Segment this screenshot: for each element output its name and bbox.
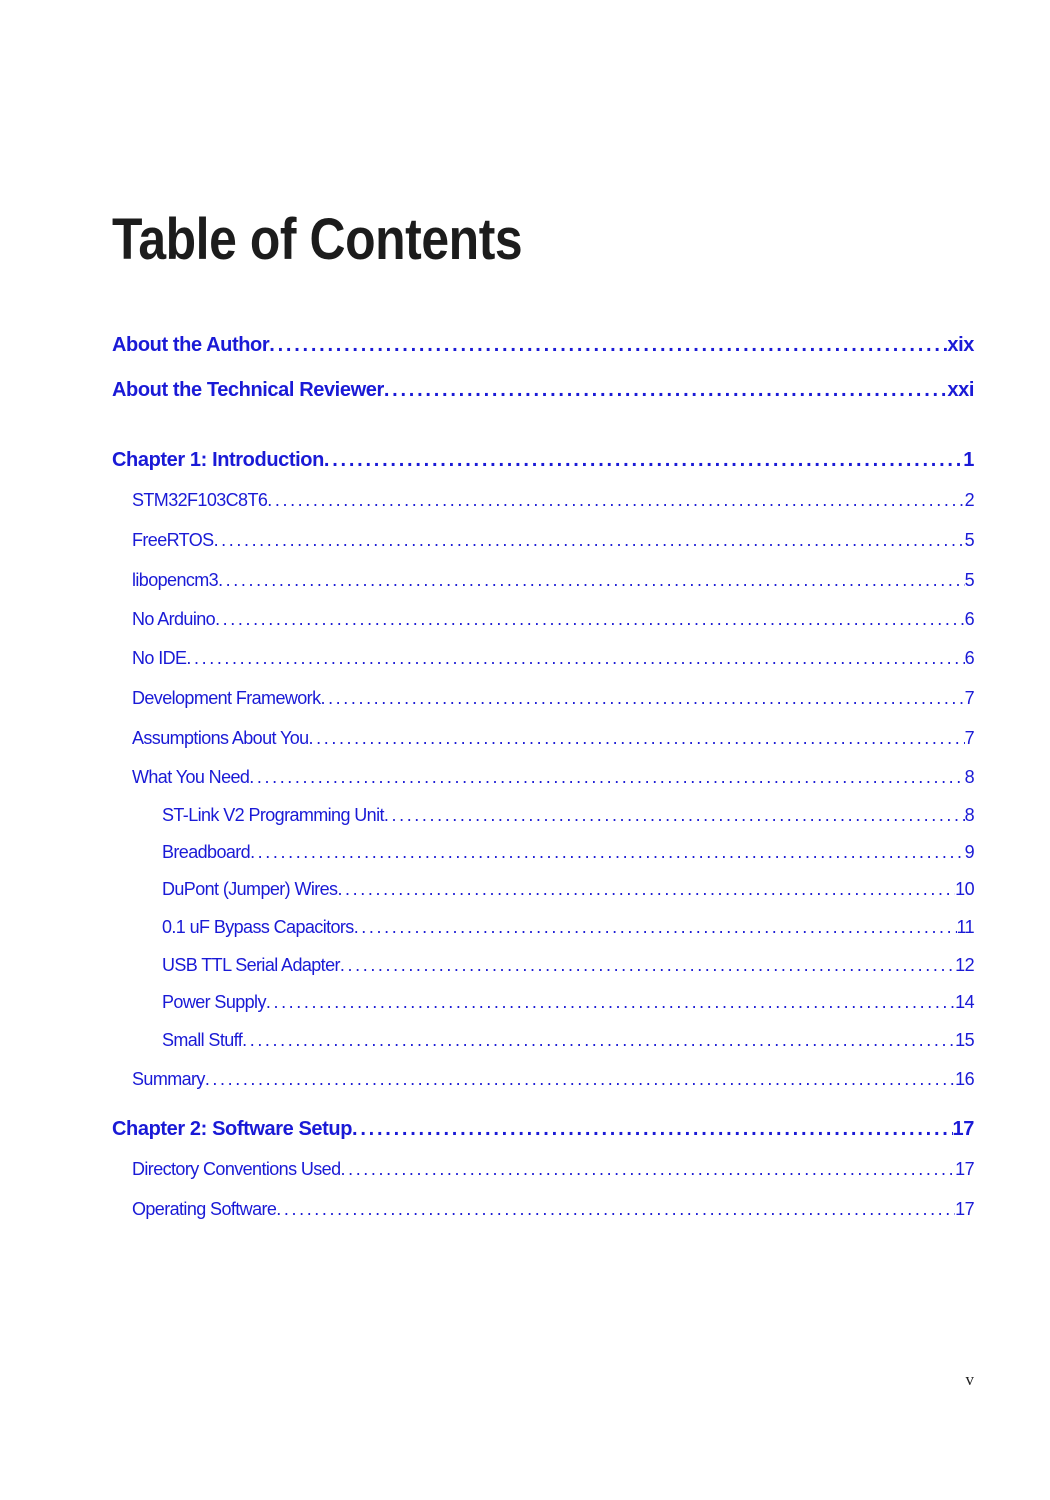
dot-leader (266, 990, 955, 1014)
toc-entry-page: 8 (964, 805, 974, 825)
toc-entry-label: FreeRTOS (132, 530, 214, 550)
toc-entry-page: 16 (955, 1069, 974, 1089)
toc-entry-bypass-capacitors[interactable] (162, 915, 974, 939)
toc-entry-label: DuPont (Jumper) Wires (162, 879, 338, 899)
dot-leader (324, 447, 963, 473)
toc-entry-page: 15 (955, 1030, 974, 1050)
dot-leader (276, 1197, 955, 1221)
toc-entry-label: libopencm3 (132, 570, 219, 590)
dot-leader (267, 488, 964, 512)
toc-entry-label: Chapter 2: Software Setup (112, 1118, 353, 1140)
toc-entry-label: What You Need (132, 767, 250, 787)
toc-entry-small-stuff[interactable] (162, 1028, 974, 1052)
toc-entry-label: About the Author (112, 334, 270, 356)
toc-entry-label: About the Technical Reviewer (112, 379, 384, 401)
toc-entry-page: 1 (963, 449, 974, 471)
toc-entry-stm32f103c8t6[interactable] (132, 488, 974, 512)
toc-entry-chapter-1[interactable] (112, 447, 974, 473)
toc-entry-assumptions-about-you[interactable] (132, 726, 974, 750)
toc-entry-label: Power Supply (162, 992, 266, 1012)
toc-entry-freertos[interactable] (132, 528, 974, 552)
toc-entry-label: Chapter 1: Introduction (112, 449, 324, 471)
toc-entry-what-you-need[interactable] (132, 765, 974, 789)
dot-leader (340, 953, 955, 977)
dot-leader (337, 877, 955, 901)
dot-leader (215, 607, 965, 631)
dot-leader (341, 1157, 956, 1181)
toc-entry-label: No Arduino (132, 609, 216, 629)
dot-leader (384, 377, 948, 403)
toc-entry-page: 11 (956, 917, 974, 937)
dot-leader (352, 1116, 953, 1142)
page-number: v (965, 1370, 974, 1389)
toc-entry-page: 17 (955, 1159, 974, 1179)
toc-entry-label: STM32F103C8T6 (132, 490, 268, 510)
dot-leader (320, 686, 964, 710)
toc-entry-label: Operating Software (132, 1199, 277, 1219)
toc-entry-label: Small Stuff (162, 1030, 243, 1050)
toc-entry-label: Breadboard (162, 842, 251, 862)
toc-entry-page: 6 (964, 648, 974, 668)
toc-entry-breadboard[interactable] (162, 840, 974, 864)
toc-entry-about-the-author[interactable] (112, 332, 974, 358)
toc-entry-label: Summary (132, 1069, 205, 1089)
toc-entry-page: 9 (964, 842, 974, 862)
toc-entry-power-supply[interactable] (162, 990, 974, 1014)
toc-entry-directory-conventions-used[interactable] (132, 1157, 974, 1181)
toc-entry-page: xix (947, 334, 974, 356)
dot-leader (354, 915, 957, 939)
toc-entry-page: 14 (955, 992, 974, 1012)
dot-leader (249, 765, 964, 789)
dot-leader (269, 332, 947, 358)
toc-entry-page: 17 (952, 1118, 974, 1140)
page-title: Table of Contents (112, 207, 523, 272)
toc-entry-label: USB TTL Serial Adapter (162, 955, 340, 975)
dot-leader (250, 840, 965, 864)
toc-entry-no-ide[interactable] (132, 646, 974, 670)
toc-entry-usb-ttl-serial-adapter[interactable] (162, 953, 974, 977)
dot-leader (186, 646, 964, 670)
toc-entry-label: Directory Conventions Used (132, 1159, 341, 1179)
dot-leader (218, 568, 965, 592)
toc-entry-label: Assumptions About You (132, 728, 309, 748)
toc-entry-page: 10 (955, 879, 974, 899)
toc-entry-page: 8 (964, 767, 974, 787)
toc-entry-page: 12 (955, 955, 974, 975)
toc-entry-chapter-2[interactable] (112, 1116, 974, 1142)
toc-entry-page: 5 (964, 570, 974, 590)
toc-entry-dupont-wires[interactable] (162, 877, 974, 901)
toc-entry-page: 2 (964, 490, 974, 510)
toc-entry-summary[interactable] (132, 1067, 974, 1091)
toc-entry-label: Development Framework (132, 688, 321, 708)
dot-leader (214, 528, 965, 552)
toc-entry-page: 7 (964, 728, 974, 748)
toc-entry-no-arduino[interactable] (132, 607, 974, 631)
toc-entry-label: ST-Link V2 Programming Unit (162, 805, 384, 825)
dot-leader (384, 803, 965, 827)
toc-entry-development-framework[interactable] (132, 686, 974, 710)
toc-entry-operating-software[interactable] (132, 1197, 974, 1221)
toc-entry-about-the-technical-reviewer[interactable] (112, 377, 974, 403)
dot-leader (242, 1028, 955, 1052)
toc-entry-libopencm3[interactable] (132, 568, 974, 592)
toc-entry-page: 17 (955, 1199, 974, 1219)
toc-entry-page: 7 (964, 688, 974, 708)
toc-entry-page: 5 (964, 530, 974, 550)
toc-entry-label: 0.1 uF Bypass Capacitors (162, 917, 354, 937)
toc-entry-label: No IDE (132, 648, 187, 668)
toc-entry-page: xxi (947, 379, 974, 401)
dot-leader (309, 726, 965, 750)
toc-entry-st-link-v2[interactable] (162, 803, 974, 827)
dot-leader (205, 1067, 955, 1091)
toc-entry-page: 6 (964, 609, 974, 629)
